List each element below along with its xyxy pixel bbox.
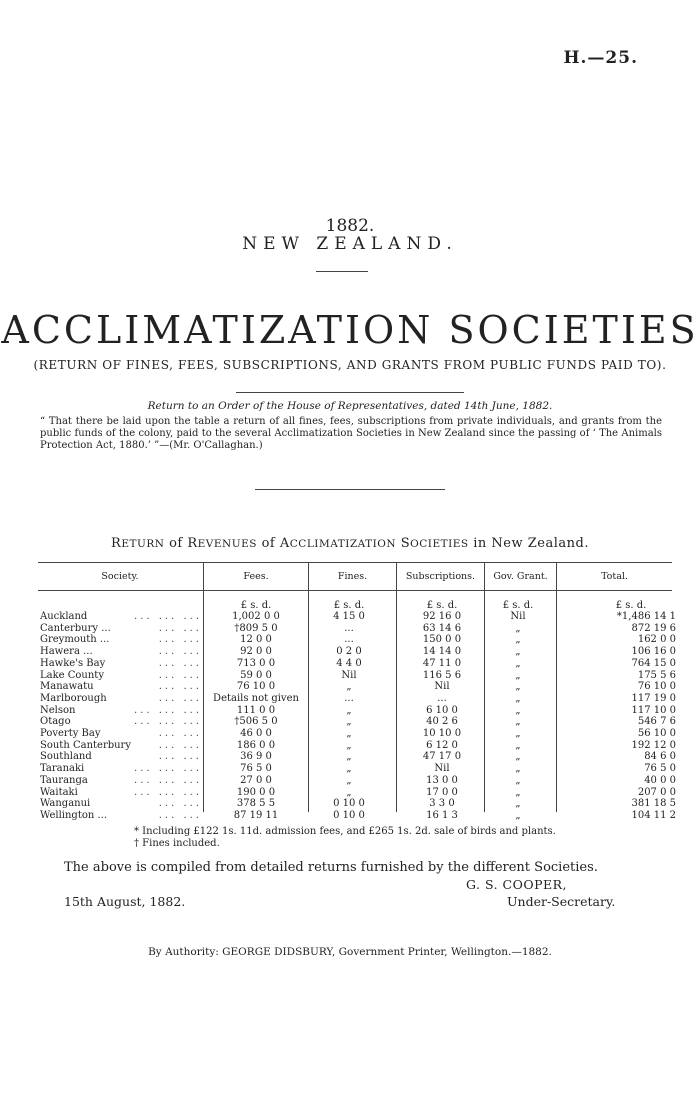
cell-fines: „: [346, 786, 352, 798]
cell-dots: ... ... ...: [134, 763, 202, 775]
cell-society: Manawatu: [40, 681, 94, 693]
cell-total: 207 0 0: [637, 786, 676, 798]
cell-fees: 12 0 0: [240, 634, 272, 646]
cell-total: 192 12 0: [631, 739, 676, 751]
cell-total: 872 19 6: [631, 622, 676, 634]
table-row: [0, 716, 700, 728]
cell-fines: „: [346, 774, 352, 786]
cell-grant: „: [515, 681, 521, 693]
cell-fees: 59 0 0: [240, 669, 272, 681]
cell-total: 162 0 0: [637, 634, 676, 646]
cell-grant: „: [515, 657, 521, 669]
cell-subs: 47 11 0: [422, 657, 462, 669]
cell-dots: ... ... ...: [134, 716, 202, 728]
table-row: [0, 681, 700, 693]
unit-label-grant: £ s. d.: [502, 600, 534, 611]
column-header-total: Total.: [601, 571, 628, 582]
cell-total: 546 7 6: [637, 716, 676, 728]
table-top-rule: [38, 562, 672, 563]
footnote-dagger: † Fines included.: [134, 838, 220, 849]
cell-subs: Nil: [434, 763, 450, 775]
table-title-part: R: [187, 536, 198, 551]
cell-grant: „: [515, 704, 521, 716]
cell-dots: ... ... ...: [134, 774, 202, 786]
table-row: [0, 810, 700, 822]
cell-subs: 6 10 0: [426, 704, 458, 716]
table-row: [0, 693, 700, 705]
cell-fees: 46 0 0: [240, 728, 272, 739]
cell-society: Waitaki: [40, 786, 78, 798]
cell-grant: „: [515, 774, 521, 786]
column-header-grant: Gov. Grant.: [493, 571, 548, 582]
cell-dots: ... ...: [158, 669, 202, 681]
cell-subs: 6 12 0: [426, 739, 458, 751]
cell-subs: Nil: [434, 681, 450, 693]
table-row: [0, 751, 700, 763]
cell-total: 84 6 0: [644, 751, 676, 763]
cell-society: Wanganui: [40, 798, 91, 810]
cell-subs: 92 16 0: [422, 611, 462, 622]
table-row: [0, 763, 700, 775]
table-title-part: of: [256, 536, 280, 551]
cell-subs: 17 0 0: [426, 786, 458, 798]
divider: [236, 392, 464, 393]
cell-fines: 4 4 0: [336, 657, 362, 669]
cell-society: Hawke's Bay: [40, 657, 106, 669]
cell-dots: ... ...: [158, 646, 202, 658]
signer-title: Under-Secretary.: [507, 894, 616, 909]
cell-fees: †809 5 0: [234, 622, 278, 634]
cell-grant: „: [515, 798, 521, 810]
country-heading: NEW ZEALAND.: [242, 234, 458, 254]
order-quote: “ That there be laid upon the table a return of all fines, fees, subscriptions from private individuals, and grants from the public funds of the colony, paid to the several Acclimatization Societies in New Zealand since the passing of ‘ The Animals Protection Act, 1880.’ ”—(Mr. O'Callaghan.): [40, 416, 662, 451]
page-reference: H.—25.: [563, 48, 638, 68]
cell-society: Auckland: [40, 611, 88, 622]
cell-fines: „: [346, 763, 352, 775]
unit-label-fines: £ s. d.: [333, 600, 365, 611]
table-title-part: A: [279, 536, 290, 551]
unit-label-total: £ s. d.: [615, 600, 647, 611]
cell-fees: 1,002 0 0: [232, 611, 280, 622]
cell-total: 381 18 5: [631, 798, 676, 810]
cell-subs: 16 1 3: [426, 809, 458, 821]
cell-dots: ... ...: [158, 751, 202, 763]
cell-fees: Details not given: [213, 692, 299, 704]
printer-imprint: By Authority: GEORGE DIDSBURY, Government Printer, Wellington.—1882.: [148, 946, 552, 958]
cell-dots: ... ... ...: [134, 786, 202, 798]
cell-subs: 150 0 0: [422, 634, 462, 646]
cell-society: Otago: [40, 716, 71, 728]
cell-society: Tauranga: [40, 774, 88, 786]
return-order-line: Return to an Order of the House of Representatives, dated 14th June, 1882.: [147, 400, 553, 412]
cell-fines: „: [346, 751, 352, 763]
cell-fees: 27 0 0: [240, 774, 272, 786]
cell-fees: 111 0 0: [236, 704, 276, 716]
cell-fees: 87 19 11: [233, 809, 279, 821]
table-title-part: R: [111, 536, 122, 551]
cell-society: Southland: [40, 751, 92, 763]
cell-grant: „: [515, 763, 521, 775]
table-row: [0, 775, 700, 787]
cell-subs: 47 17 0: [422, 751, 462, 763]
table-title-part: S: [396, 536, 411, 551]
cell-fines: ...: [344, 634, 354, 646]
cell-total: 117 10 0: [631, 704, 676, 716]
table-title-part: CCLIMATIZATION: [289, 538, 397, 550]
cell-subs: 116 5 6: [422, 669, 462, 681]
cell-subs: 63 14 6: [422, 622, 462, 634]
year-heading: 1882.: [325, 216, 375, 236]
document-subtitle: (RETURN OF FINES, FEES, SUBSCRIPTIONS, AND GRANTS FROM PUBLIC FUNDS PAID TO).: [33, 358, 667, 372]
table-title-part: of: [164, 536, 188, 551]
unit-label-fees: £ s. d.: [240, 600, 272, 611]
cell-subs: 10 10 0: [422, 728, 462, 739]
cell-total: 104 11 2: [631, 809, 676, 821]
cell-fines: „: [346, 728, 352, 739]
table-row: [0, 670, 700, 682]
divider: [316, 271, 368, 272]
column-header-society: Society.: [101, 571, 139, 582]
signature-date: 15th August, 1882.: [64, 894, 186, 909]
table-header-rule: [38, 590, 672, 591]
table-row: [0, 705, 700, 717]
cell-society: Hawera ...: [40, 646, 93, 658]
cell-fees: 76 5 0: [240, 763, 272, 775]
column-header-subscriptions: Subscriptions.: [405, 571, 476, 582]
cell-fines: „: [346, 704, 352, 716]
table-row: [0, 658, 700, 670]
cell-fines: 0 2 0: [336, 646, 362, 658]
cell-fines: „: [346, 716, 352, 728]
cell-subs: ...: [437, 692, 447, 704]
cell-dots: ... ... ...: [134, 704, 202, 716]
cell-dots: ... ...: [158, 622, 202, 634]
table-row: [0, 646, 700, 658]
cell-subs: 40 2 6: [426, 716, 458, 728]
cell-society: Greymouth ...: [40, 634, 110, 646]
cell-total: 106 16 0: [631, 646, 676, 658]
cell-fines: Nil: [341, 669, 357, 681]
cell-fees: 92 0 0: [240, 646, 272, 658]
cell-fees: 190 0 0: [236, 786, 276, 798]
cell-fees: 76 10 0: [236, 681, 276, 693]
cell-grant: „: [515, 739, 521, 751]
table-row: [0, 798, 700, 810]
cell-subs: 3 3 0: [429, 798, 455, 810]
cell-fees: 186 0 0: [236, 739, 276, 751]
cell-total: 40 0 0: [644, 774, 676, 786]
document-title: ACCLIMATIZATION SOCIETIES: [1, 308, 699, 352]
table-row: [0, 634, 700, 646]
cell-subs: 14 14 0: [422, 646, 462, 658]
cell-fees: 713 0 0: [236, 657, 276, 669]
table-title-part: OCIETIES: [410, 538, 469, 550]
cell-fines: „: [346, 739, 352, 751]
table-title-part: in New Zealand.: [468, 536, 589, 551]
table-title: [0, 536, 700, 551]
cell-total: *1,486 14 1: [616, 611, 676, 622]
cell-grant: Nil: [510, 611, 526, 622]
cell-society: Nelson: [40, 704, 76, 716]
cell-dots: ... ...: [158, 634, 202, 646]
cell-society: Wellington ...: [40, 809, 108, 821]
cell-grant: „: [515, 786, 521, 798]
cell-society: Marlborough: [40, 692, 107, 704]
cell-grant: „: [515, 716, 521, 728]
table-row: [0, 623, 700, 635]
table-title-part: EVENUES: [197, 538, 257, 550]
cell-fines: ...: [344, 692, 354, 704]
cell-dots: ... ... ...: [134, 611, 202, 622]
column-header-fines: Fines.: [337, 571, 368, 582]
signer-name: G. S. COOPER,: [466, 877, 568, 892]
column-header-fees: Fees.: [243, 571, 269, 582]
cell-dots: ... ...: [158, 692, 202, 704]
cell-fines: 0 10 0: [333, 809, 365, 821]
cell-fines: „: [346, 681, 352, 693]
cell-grant: „: [515, 751, 521, 763]
cell-subs: 13 0 0: [426, 774, 458, 786]
divider: [255, 489, 445, 490]
cell-dots: ... ...: [158, 739, 202, 751]
cell-society: Canterbury ...: [40, 622, 111, 634]
cell-society: South Canterbury: [40, 739, 131, 751]
cell-total: 56 10 0: [637, 728, 676, 739]
cell-grant: „: [515, 728, 521, 739]
cell-fines: ...: [344, 622, 354, 634]
cell-fines: 4 15 0: [333, 611, 365, 622]
cell-dots: ... ...: [158, 809, 202, 821]
table-row: [0, 611, 700, 623]
cell-grant: „: [515, 634, 521, 646]
table-row: [0, 740, 700, 752]
cell-fines: 0 10 0: [333, 798, 365, 810]
cell-fees: 36 9 0: [240, 751, 272, 763]
cell-grant: „: [515, 692, 521, 704]
cell-grant: „: [515, 809, 521, 821]
compiled-statement: The above is compiled from detailed returns furnished by the different Societies.: [64, 860, 598, 875]
cell-total: 764 15 0: [631, 657, 676, 669]
cell-dots: ... ...: [158, 728, 202, 739]
cell-total: 175 5 6: [637, 669, 676, 681]
cell-society: Lake County: [40, 669, 104, 681]
footnote-star: * Including £122 1s. 11d. admission fees, and £265 1s. 2d. sale of birds and plants.: [134, 826, 556, 837]
cell-grant: „: [515, 669, 521, 681]
cell-dots: ... ...: [158, 798, 202, 810]
unit-label-subscriptions: £ s. d.: [426, 600, 458, 611]
cell-society: Poverty Bay: [40, 728, 101, 739]
cell-fees: †506 5 0: [234, 716, 278, 728]
cell-fees: 378 5 5: [236, 798, 276, 810]
cell-grant: „: [515, 622, 521, 634]
table-row: [0, 787, 700, 799]
cell-grant: „: [515, 646, 521, 658]
cell-dots: ... ...: [158, 681, 202, 693]
cell-total: 76 10 0: [637, 681, 676, 693]
cell-total: 76 5 0: [644, 763, 676, 775]
cell-society: Taranaki: [40, 763, 85, 775]
cell-dots: ... ...: [158, 657, 202, 669]
table-title-part: ETURN: [121, 538, 165, 550]
table-row: [0, 728, 700, 740]
cell-total: 117 19 0: [631, 692, 676, 704]
